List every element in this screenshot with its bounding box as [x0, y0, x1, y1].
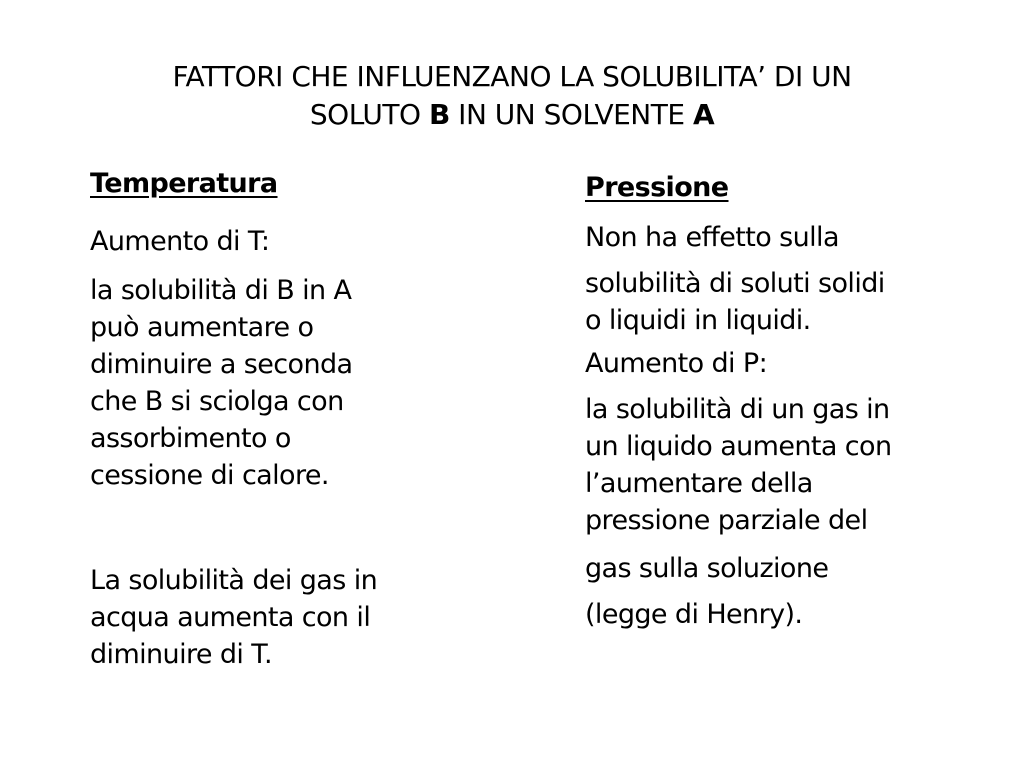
- title-line-1: FATTORI CHE INFLUENZANO LA SOLUBILITA’ DI UN: [172, 60, 852, 93]
- temperature-solubility-text: la solubilità di B in A può aumentare o diminuire a seconda che B si sciolga con assorbimento o cessione di calore.: [90, 275, 353, 491]
- temperature-heading: Temperatura: [90, 168, 278, 199]
- title-solvent-letter: A: [692, 98, 715, 131]
- henry-law-text: (legge di Henry).: [585, 599, 803, 630]
- title-solute-letter: B: [428, 98, 450, 131]
- temperature-increase-label: Aumento di T:: [90, 226, 270, 257]
- pressure-column: [585, 170, 965, 633]
- title-line-2-prefix: SOLUTO: [309, 98, 429, 131]
- pressure-increase-label: Aumento di P:: [585, 348, 768, 379]
- title-line-2-middle: IN UN SOLVENTE: [449, 98, 693, 131]
- temperature-gas-text: La solubilità dei gas in acqua aumenta con il diminuire di T.: [90, 565, 378, 670]
- pressure-gas-solubility-text: la solubilità di un gas in un liquido aumenta con l’aumentare della pressione parziale del: [585, 394, 892, 536]
- pressure-gas-solution-text: gas sulla soluzione: [585, 553, 829, 584]
- temperature-column: [90, 166, 450, 673]
- slide-title: [40, 58, 984, 134]
- pressure-no-effect-text: Non ha effetto sulla: [585, 222, 839, 253]
- title-line-2: [40, 96, 984, 134]
- pressure-solids-text: solubilità di soluti solidi o liquidi in liquidi.: [585, 268, 885, 336]
- pressure-heading: Pressione: [585, 172, 729, 203]
